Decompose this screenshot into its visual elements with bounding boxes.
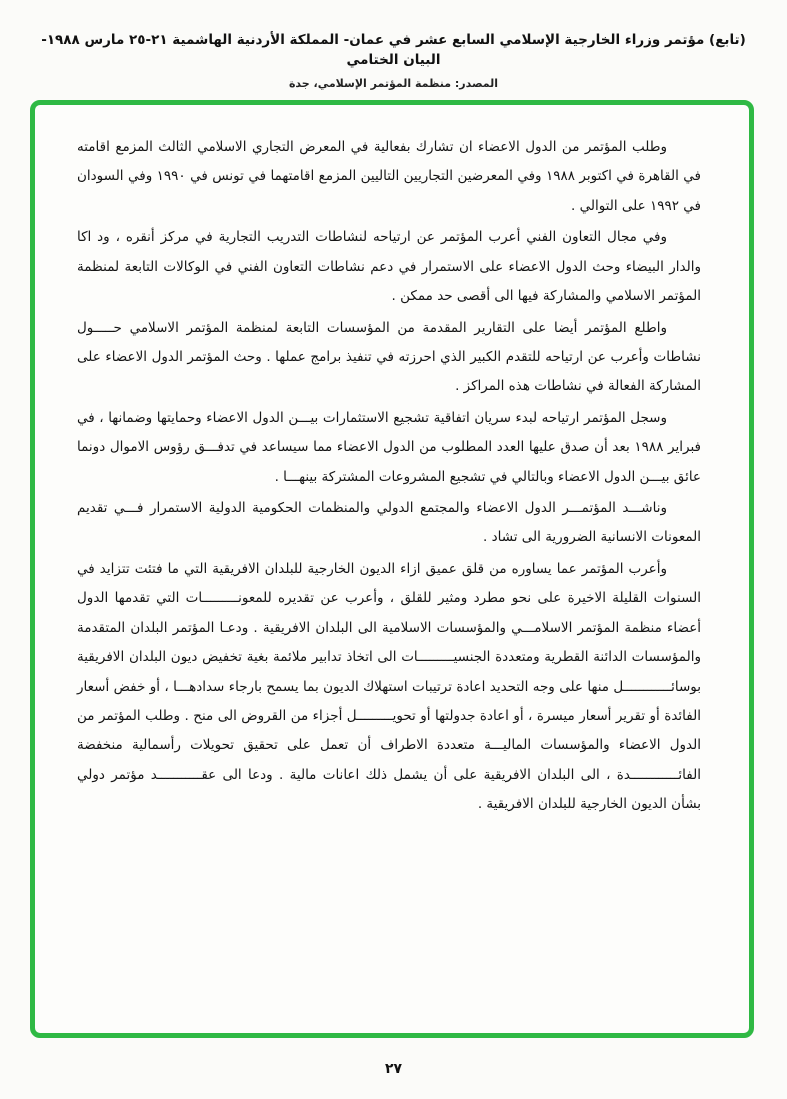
content-frame [30,100,754,1038]
source-line: المصدر: منظمة المؤتمر الإسلامي، جدة [288,76,499,90]
paragraph: وفي مجال التعاون الفني أعرب المؤتمر عن ارتياحه لنشاطات التدريب التجارية في مركز أنقره ، ود اكا والدار البيضاء وحث الدول الاعضاء على الاستمرار في دعم نشاطات التعاون الفني في الوكالات التابعة لمنظمة المؤتمر الاسلامي والمشاركة فيها الى أقصى حد ممكن . [77,229,701,305]
paragraph: وأعرب المؤتمر عما يساوره من قلق عميق ازاء الديون الخارجية للبلدان الافريقية التي ما فتئت تتزايد في السنوات القليلة الاخيرة على نحو مطرد ومثير للقلق ، وأعرب عن تقديره للمعونـــــــــات التي تقدمها الدول أعضاء منظمة المؤتمر الاسلامـــي والمؤسسات الاسلامية الى البلدان الافريقية . ودعـا المؤتمر البلدان المتقدمة والمؤسسات الدائنة القطرية ومتعددة الجنسيـــــــــات الى اتخاذ تدابير ملائمة بغية تخفيض ديون البلدان الافريقية بوسائــــــــــــل منها على وجه التحديد اعادة ترتيبات استهلاك الديون بما يسمح بارجاء سدادهـــا ، أو خفض أسعار الفائدة أو تقرير أسعار ميسرة ، أو اعادة جدولتها أو تحويـــــــــل أجزاء من القروض الى منح . وطلب المؤتمر من الدول الاعضاء والمؤسسات الماليـــة متعددة الاطراف أن تعمل على تحقيق تحويلات رأسمالية منخفضة الفائــــــــــــدة ، الى البلدان الافريقية على أن يشمل ذلك اعانات مالية . ودعا الى عقـــــــــــد مؤتمر دولي بشأن الديون الخارجية للبلدان الافريقية . [77,560,701,813]
page-header [0,0,787,90]
paragraph: وطلب المؤتمر من الدول الاعضاء ان تشارك بفعالية في المعرض التجاري الاسلامي الثالث المزمع اقامته في القاهرة في اكتوبر ١٩٨٨ وفي المعرضين التجاريين التاليين المزمع اقامتهما في تونس في ١٩٩٠ وفي السودان في ١٩٩٢ على التوالي . [77,139,701,214]
body-text [77,133,701,820]
paragraph: واطلع المؤتمر أيضا على التقارير المقدمة من المؤسسات التابعة لمنظمة المؤتمر الاسلامي حـــــول نشاطات وأعرب عن ارتياحه للتقدم الكبير الذي احرزته في تنفيذ برامج عملها . وحث المؤتمر الدول الاعضاء على المشاركة الفعالة في نشاطات هذه المراكز . [77,319,701,395]
paragraph: وسجل المؤتمر ارتياحه لبدء سريان اتفاقية تشجيع الاستثمارات بيـــن الدول الاعضاء وحمايتها وضمانها ، في فبراير ١٩٨٨ بعد أن صدق عليها العدد المطلوب من الدول الاعضاء مما سيساعد في تدفـــق رؤوس الاموال دونما عائق بيـــن الدول الاعضاء وبالتالي في تشجيع المشروعات المشتركة بينهـــا . [77,409,701,485]
paragraph: وناشـــد المؤتمـــر الدول الاعضاء والمجتمع الدولي والمنظمات الحكومية الدولية الاستمرار فـــي تقديم المعونات الانسانية الضرورية الى تشاد . [77,500,701,546]
document-title: (تابع) مؤتمر وزراء الخارجية الإسلامي السابع عشر في عمان- المملكة الأردنية الهاشمية ٢١-٢٥ مارس ١٩٨٨- البيان الختامي [41,32,746,69]
page-footer [0,1058,787,1077]
page-number: ٢٧ [384,1061,403,1077]
